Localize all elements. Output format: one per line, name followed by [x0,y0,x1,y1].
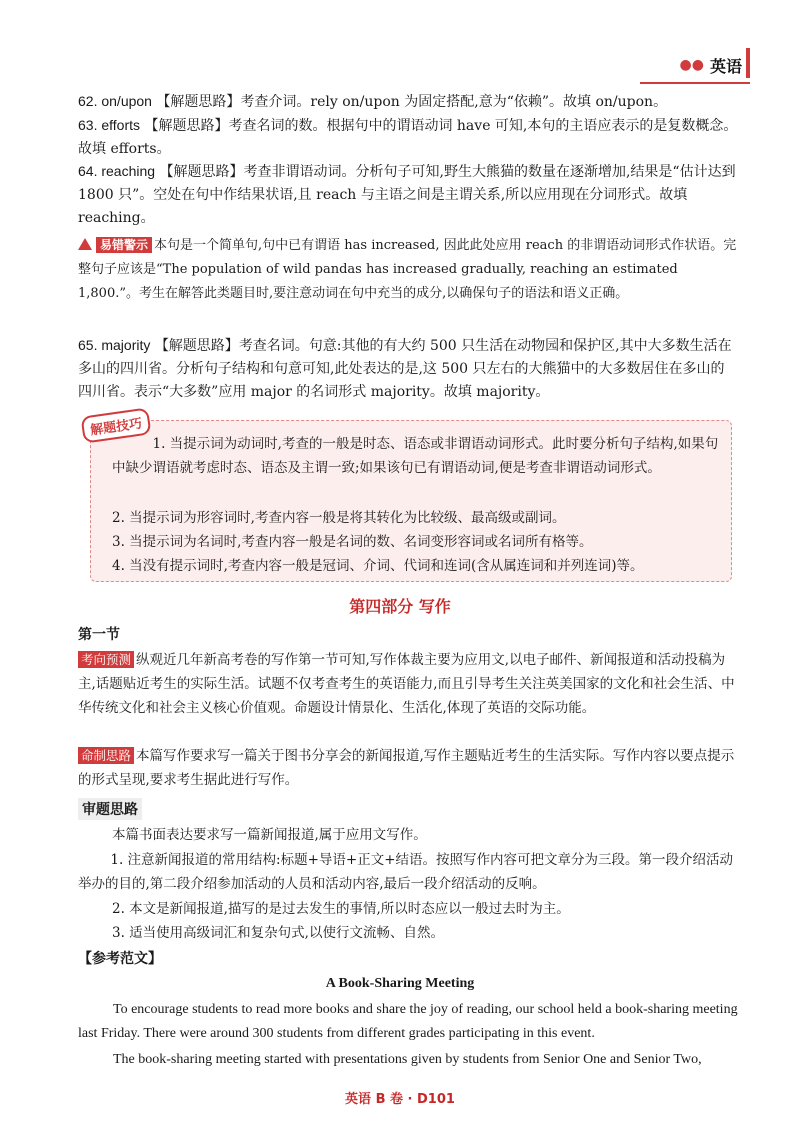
answer-tag: 【解题思路】 [156,94,241,110]
analysis-point: 2. 本文是新闻报道,描写的是过去发生的事情,所以时态应以一般过去时为主。 [112,901,570,917]
tip-item: 3. 当提示词为名词时,考查内容一般是名词的数、名词变形容词或名词所有格等。 [112,534,593,550]
answer-64 [78,160,738,230]
tip-item: 4. 当没有提示词时,考查内容一般是冠词、介词、代词和连词(含从属连词和并列连词)等。 [112,558,644,574]
page-footer: 英语 B 卷 · D101 [345,1092,455,1107]
forecast-label: 考向预测 [78,651,134,668]
answer-63 [78,114,738,161]
analysis-heading: 审题思路 [78,798,142,820]
forecast-text: 纵观近几年新高考卷的写作第一节可知,写作体裁主要为应用文,以电子邮件、新闻报道和活动投稿为主,话题贴近考生的实际生活。试题不仅考查考生的英语能力,而且引导考生关注英美国家的文化和社会生活、中华传统文化和社会主义核心价值观。命题设计情景化、生活化,体现了英语的交际功能。 [78,652,735,716]
answer-text: 考查名词。句意:其他的有大约 500 只生活在动物园和保护区,其中大多数生活在多山的四川省。分析句子结构和句意可知,此处表达的是,这 500 只左右的大熊猫中的大多数居住在多山的四川省。表示“大多数”应用 major 的名词形式 majority。故填 majority。 [78,338,732,400]
answer-number: 62. on/upon [78,93,152,109]
forecast-block [78,648,738,720]
analysis-intro: 本篇书面表达要求写一篇新闻报道,属于应用文写作。 [112,827,427,843]
answer-text: 考查介词。rely on/upon 为固定搭配,意为“依赖”。故填 on/upon。 [240,94,668,110]
answer-number: 65. majority [78,337,151,353]
answer-65 [78,334,738,404]
answer-tag: 【解题思路】 [154,338,239,354]
subject-tag [680,48,742,82]
tips-badge: 解题技巧 [80,407,151,443]
answer-number: 63. efforts [78,117,141,133]
header-underline [640,82,750,84]
analysis-point: 3. 适当使用高级词汇和复杂句式,以使行文流畅、自然。 [112,925,444,941]
warning-icon [78,238,92,250]
answer-62 [78,90,738,114]
sample-label: 【参考范文】 [78,951,162,967]
answer-tag: 【解题思路】 [159,164,244,180]
sample-paragraph: To encourage students to read more books and share the joy of reading, our school held a book-sharing meeting last Friday. There were around 300 students from different grades participating in this event. [78,1002,738,1041]
header-bar [746,48,750,78]
answer-number: 64. reaching [78,163,156,179]
design-text: 本篇写作要求写一篇关于图书分享会的新闻报道,写作主题贴近考生的生活实际。写作内容以要点提示的形式呈现,要求考生据此进行写作。 [78,748,735,788]
warning-label: 易错警示 [96,237,152,253]
answer-text: 考查非谓语动词。分析句子可知,野生大熊猫的数量在逐渐增加,结果是“估计达到 1800 只”。空处在句中作结果状语,且 reach 与主语之间是主谓关系,所以应用现在分词形式。故填 reaching。 [78,164,736,226]
tip-item: 1. 当提示词为动词时,考查的一般是时态、语态或非谓语动词形式。此时要分析句子结构,如果句中缺少谓语就考虑时态、语态及主谓一致;如果该句已有谓语动词,便是考查非谓语动词形式。 [112,436,719,476]
sample-title: A Book-Sharing Meeting [325,976,475,991]
subsection-heading: 第一节 [78,627,120,643]
warning-note [78,234,738,306]
sample-paragraph: The book-sharing meeting started with presentations given by students from Senior One and Senior Two, [113,1052,702,1067]
answer-text: 考查名词的数。根据句中的谓语动词 have 可知,本句的主语应表示的是复数概念。故填 efforts。 [78,118,738,157]
section-title: 第四部分 写作 [349,597,451,616]
design-block [78,744,738,792]
analysis-point: 1. 注意新闻报道的常用结构:标题+导语+正文+结语。按照写作内容可把文章分为三段。第一段介绍活动举办的目的,第二段介绍参加活动的人员和活动内容,最后一段介绍活动的反响。 [78,852,734,892]
answer-tag: 【解题思路】 [144,118,229,134]
subject-label: 英语 [709,56,742,76]
dots-icon: ●● [679,57,704,73]
warning-text: 本句是一个简单句,句中已有谓语 has increased, 因此此处应用 reach 的非谓语动词形式作状语。完整句子应该是“The population of wild pandas has increased gradually, reaching an estimated 1,800.”。考生在解答此类题目时,要注意动词在句中充当的成分,以确保句子的语法和语义正确。 [78,238,737,301]
tip-item: 2. 当提示词为形容词时,考查内容一般是将其转化为比较级、最高级或副词。 [112,510,566,526]
design-label: 命制思路 [78,747,134,764]
